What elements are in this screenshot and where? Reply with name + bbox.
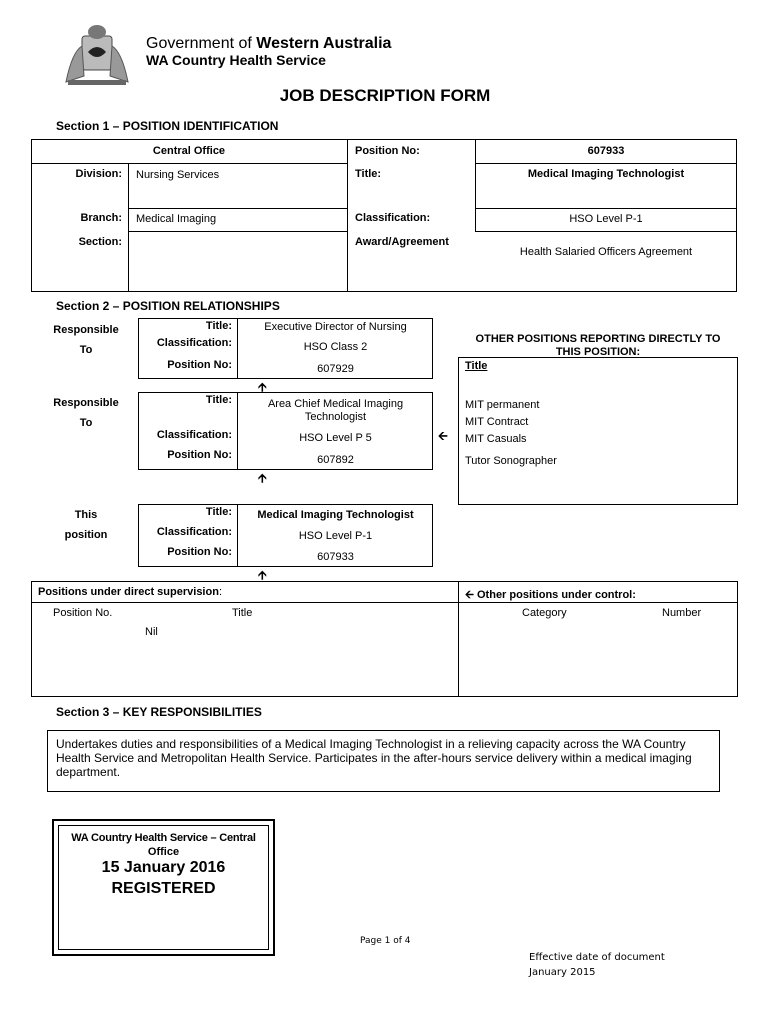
government-name [146,35,391,53]
arrow-left-icon: 🡨 [438,429,448,443]
sup-value: Nil [145,626,158,638]
resp1-posno: 607929 [317,363,354,375]
resp1-label-a: Responsible [53,324,119,336]
other-position-item: MIT Contract [465,416,529,428]
other-position-item: MIT Casuals [465,433,527,445]
sup-col-posno: Position No. [53,607,113,619]
resp2-posno-label: Position No: [167,449,232,461]
resp2-class: HSO Level P 5 [299,432,372,444]
other-positions-heading-2: THIS POSITION: [555,346,641,358]
resp1-posno-label: Position No: [167,359,232,371]
resp2-title-line1: Area Chief Medical Imaging [267,398,404,410]
control-col-category: Category [522,607,567,619]
organisation-name: WA Country Health Service [146,52,326,68]
stamp-status: REGISTERED [111,880,216,897]
arrow-up-icon: 🡩 [258,380,267,394]
title-value: Medical Imaging Technologist [527,168,685,180]
other-positions-title-label: Title [465,360,488,372]
this-class: HSO Level P-1 [298,530,373,542]
this-label-a: This [74,509,98,521]
this-class-label: Classification: [156,526,232,538]
other-positions-box [458,357,738,505]
sup-col-title: Title [232,607,253,619]
coat-of-arms-logo [58,22,136,90]
this-title-label: Title: [205,506,232,518]
arrow-left-icon: 🡨 [465,589,474,601]
effective-label: Effective date of document [529,952,665,963]
award-label: Award/Agreement [355,236,449,248]
resp2-label-b: To [79,417,93,429]
resp2-label-a: Responsible [53,397,119,409]
resp2-title-label: Title: [205,394,232,406]
this-label-b: position [64,529,108,541]
resp1-label-b: To [79,344,93,356]
resp2-title-line2: Technologist [304,411,367,423]
arrow-up-icon: 🡩 [258,471,267,485]
this-posno-label: Position No: [167,546,232,558]
key-responsibilities-text: Undertakes duties and responsibilities of a Medical Imaging Technologist in a relieving capacity across the WA Country Health Service and Metropolitan Health Service. Participates in the after-hours service delivery within a medical imaging department. [56,737,692,779]
stamp-line1: WA Country Health Service – Central [71,832,256,844]
section-label: Section: [78,236,122,248]
this-posno: 607933 [317,551,354,563]
award-value: Health Salaried Officers Agreement [519,246,693,258]
section1-heading: Section 1 – POSITION IDENTIFICATION [56,119,279,133]
other-position-item: MIT permanent [465,399,540,411]
section2-heading: Section 2 – POSITION RELATIONSHIPS [56,299,280,313]
classification-value: HSO Level P-1 [569,213,643,225]
title-label: Title: [355,168,382,180]
arrow-up-icon: 🡩 [258,568,267,582]
supervision-heading-text: Positions under direct supervision [38,586,219,598]
division-value: Nursing Services [136,169,220,181]
resp1-class-label: Classification: [156,337,232,349]
supervision-heading [38,586,222,598]
supervision-colon: : [218,586,222,598]
division-label: Division: [75,168,122,180]
resp1-title-label: Title: [205,320,232,332]
resp2-posno: 607892 [317,454,354,466]
branch-value: Medical Imaging [136,213,217,225]
effective-date: January 2015 [529,967,596,978]
section3-heading: Section 3 – KEY RESPONSIBILITIES [56,705,262,719]
stamp-line2: Office [147,846,180,858]
form-title: JOB DESCRIPTION FORM [279,86,491,105]
classification-label: Classification: [355,212,431,224]
control-heading [465,586,636,605]
branch-label: Branch: [80,212,122,224]
government-state: Western Australia [256,35,392,52]
position-no-label: Position No: [355,145,420,157]
page-number: Page 1 of 4 [360,936,411,946]
resp1-title: Executive Director of Nursing [264,321,407,333]
control-heading-text: Other positions under control: [477,589,636,601]
other-position-item: Tutor Sonographer [465,455,557,467]
other-positions-heading-1: OTHER POSITIONS REPORTING DIRECTLY TO [475,333,721,345]
this-title: Medical Imaging Technologist [257,509,414,521]
government-prefix: Government of [146,35,252,52]
division-header: Central Office [152,145,226,157]
stamp-date: 15 January 2016 [101,859,226,876]
resp1-class: HSO Class 2 [303,341,368,353]
position-no-value: 607933 [587,145,625,157]
resp2-class-label: Classification: [156,429,232,441]
control-col-number: Number [662,607,702,619]
